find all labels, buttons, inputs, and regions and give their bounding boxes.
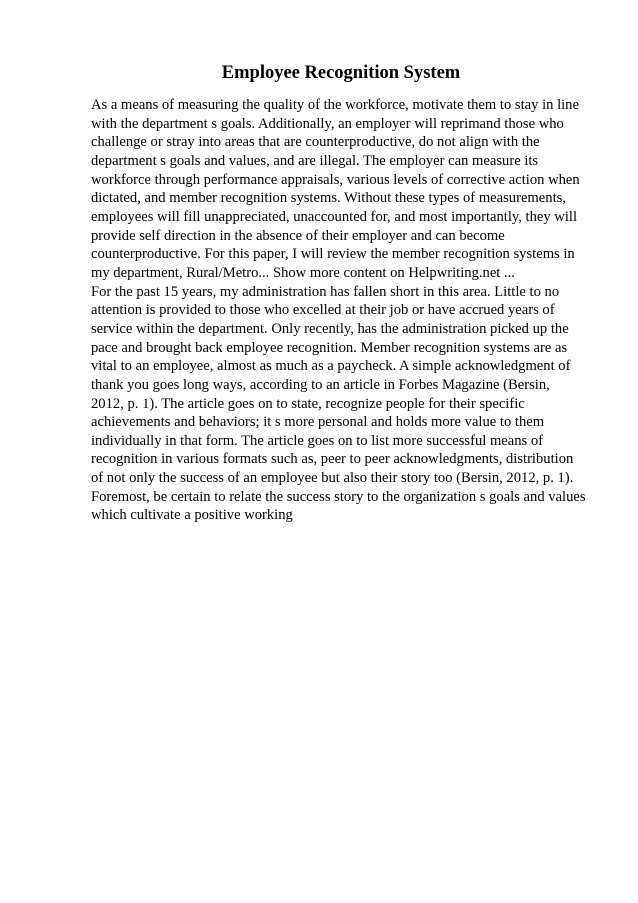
body-line: of not only the success of an employee but also their story too (Bersin, 2012, p. 1). — [91, 470, 574, 487]
body-line: with the department s goals. Additionally, an employer will reprimand those who — [91, 115, 564, 132]
body-line: workforce through performance appraisals, various levels of corrective action when — [91, 171, 580, 188]
body-line: pace and brought back employee recognition. Member recognition systems are as — [91, 339, 568, 356]
body-line: which cultivate a positive working — [91, 507, 293, 524]
body-line: thank you goes long ways, according to an article in Forbes Magazine (Bersin, — [91, 376, 550, 393]
body-line: my department, Rural/Metro... Show more content on Helpwriting.net ... — [91, 264, 515, 281]
body-line: recognition in various formats such as, peer to peer acknowledgments, distribution — [91, 451, 574, 468]
body-line: For the past 15 years, my administration has fallen short in this area. Little to no — [91, 283, 560, 300]
body-line: challenge or stray into areas that are counterproductive, do not align with the — [91, 134, 540, 151]
body-line: achievements and behaviors; it s more personal and holds more value to them — [91, 414, 545, 431]
body-line: As a means of measuring the quality of the workforce, motivate them to stay in line — [91, 97, 579, 113]
body-line: dictated, and member recognition systems. Without these types of measurements, — [91, 190, 566, 207]
body-line: service within the department. Only recently, has the administration picked up the — [91, 320, 569, 337]
body-line: vital to an employee, almost as much as a paycheck. A simple acknowledgment of — [91, 358, 571, 375]
document-body — [91, 96, 611, 525]
body-line: individually in that form. The article goes on to list more successful means of — [91, 432, 544, 449]
body-line: employees will fill unappreciated, unaccounted for, and most importantly, they will — [91, 208, 578, 225]
body-line: Foremost, be certain to relate the success story to the organization s goals and values — [91, 488, 586, 505]
body-line: attention is provided to those who excelled at their job or have accrued years of — [91, 302, 555, 319]
body-line: department s goals and values, and are illegal. The employer can measure its — [91, 152, 539, 169]
body-line: provide self direction in the absence of their employer and can become — [91, 227, 505, 244]
body-line: 2012, p. 1). The article goes on to state, recognize people for their specific — [91, 395, 525, 412]
document-title: Employee Recognition System — [221, 63, 461, 83]
body-line: counterproductive. For this paper, I will review the member recognition systems in — [91, 246, 575, 263]
